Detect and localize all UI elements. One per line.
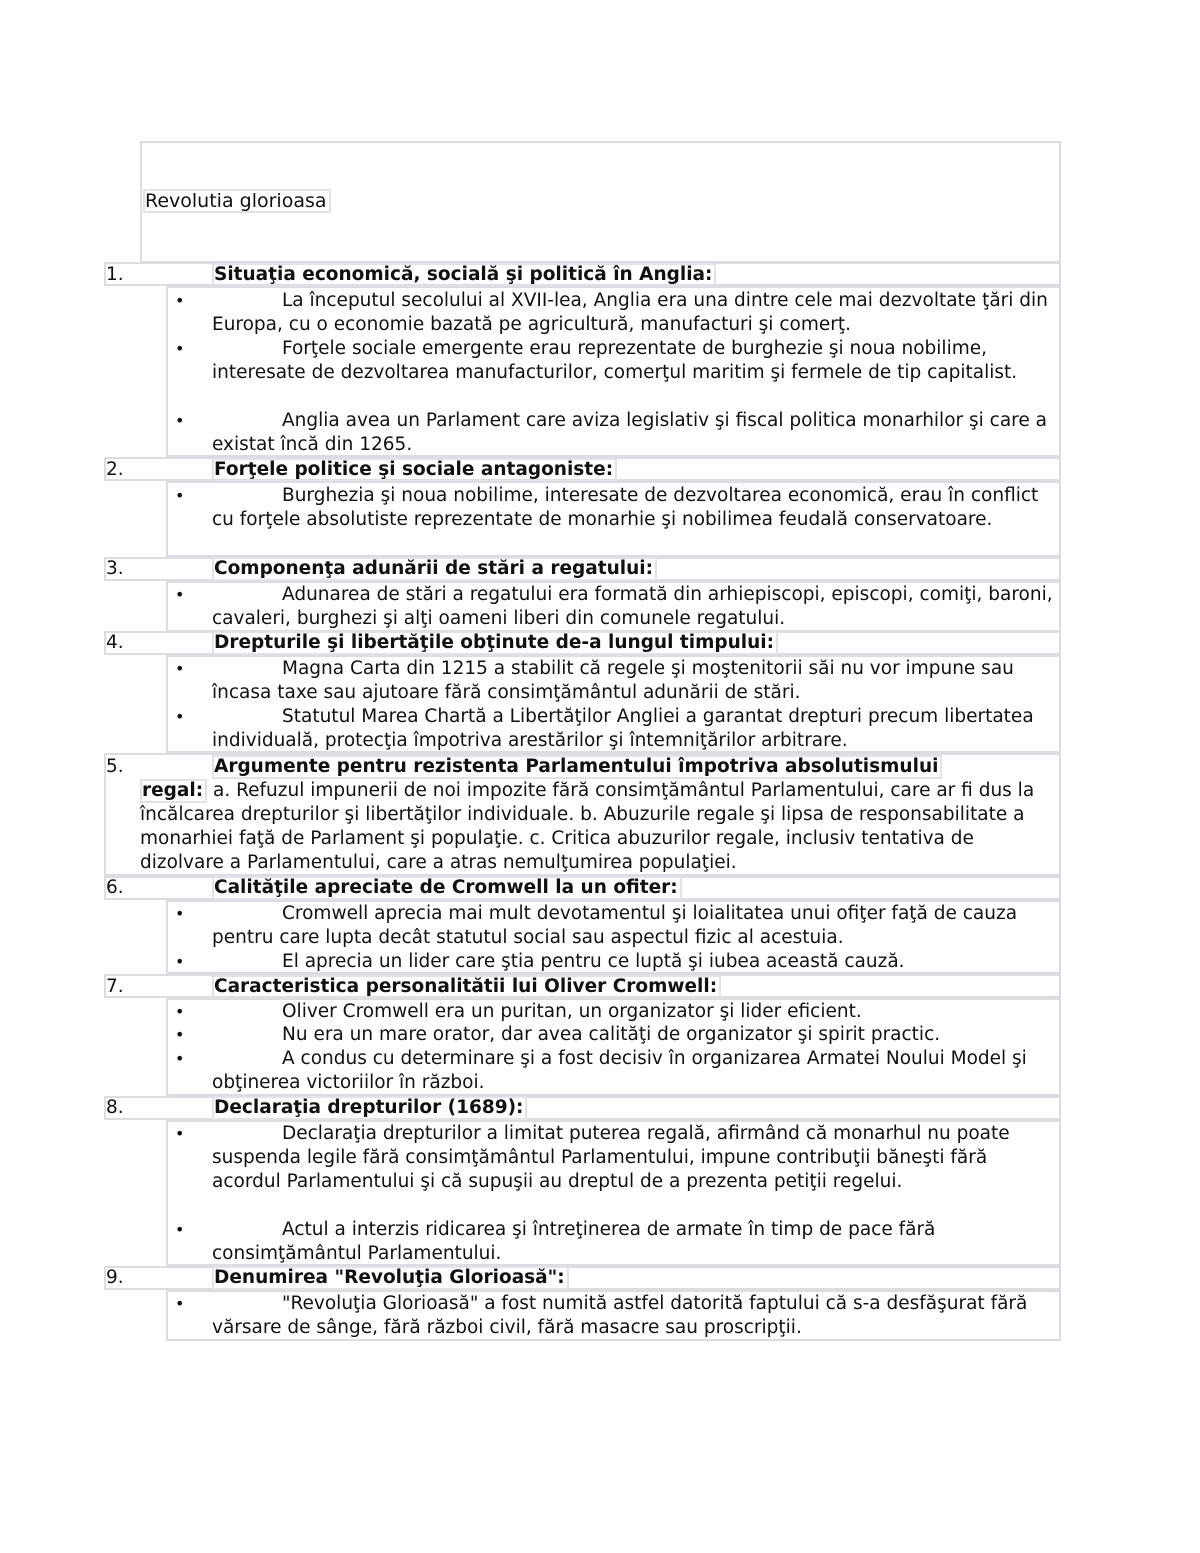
section-7-bullet-1: Oliver Cromwell era un puritan, un organizator şi lider eficient. xyxy=(282,1001,862,1022)
section-6-heading-text: Calităţile apreciate de Cromwell la un ofiter: xyxy=(212,876,682,900)
bullet-icon: • xyxy=(175,1294,185,1313)
section-5-paragraph xyxy=(140,779,1061,875)
bullet-icon: • xyxy=(175,1220,185,1239)
bullet-icon: • xyxy=(175,1124,185,1143)
section-8-number: 8. xyxy=(106,1097,124,1118)
section-3-heading xyxy=(212,557,657,581)
bullet-icon: • xyxy=(175,1002,185,1021)
section-2-number: 2. xyxy=(106,459,124,480)
document-title xyxy=(143,189,331,213)
section-1-heading xyxy=(212,263,716,287)
section-3-bullet-1: Adunarea de stări a regatului era formată din arhiepiscopi, episcopi, comiţi, baroni, cavaleri, burghezi şi alţi oameni liberi din comunele regatului. xyxy=(212,584,1053,629)
bullet-icon: • xyxy=(175,585,185,604)
section-9-number: 9. xyxy=(106,1267,124,1288)
section-5-number: 5. xyxy=(106,756,124,777)
bullet-icon: • xyxy=(175,411,185,430)
bullet-icon: • xyxy=(175,339,185,358)
section-1-bullet-3: Anglia avea un Parlament care aviza legislativ şi fiscal politica monarhilor şi care a existat încă din 1265. xyxy=(212,410,1047,455)
section-6-heading xyxy=(212,876,682,900)
section-4-bullet-2: Statutul Marea Chartă a Libertăţilor Angliei a garantat drepturi precum libertatea individuală, protecţia împotriva arestărilor şi întemniţărilor arbitrare. xyxy=(212,706,1034,751)
section-9-bullet-1: "Revoluţia Glorioasă" a fost numită astfel datorită faptului că s-a desfăşurat fără vărsare de sânge, fără război civil, fără masacre sau proscripţii. xyxy=(212,1293,1028,1338)
section-5-heading-tail: regal: xyxy=(140,779,207,803)
section-3-number: 3. xyxy=(106,558,124,579)
bullet-icon: • xyxy=(175,659,185,678)
section-7-heading xyxy=(212,975,721,999)
section-8-heading xyxy=(212,1096,527,1120)
bullet-icon: • xyxy=(175,707,185,726)
section-4-number: 4. xyxy=(106,632,124,653)
section-5-text: a. Refuzul impunerii de noi impozite fără consimţământul Parlamentului, care ar fi dus la încălcarea drepturilor şi libertăţilor individuale. b. Abuzurile regale şi lipsa de responsabilitate a monarhiei faţă de Parlament şi populaţie. c. Critica abuzurilor regale, inclusiv tentativa de dizolvare a Parlamentului, care a atras nemulţumirea populaţiei. xyxy=(140,780,1035,873)
section-6-bullet-1: Cromwell aprecia mai mult devotamentul şi loialitatea unui ofiţer faţă de cauza pentru care lupta decât statutul social sau aspectul fizic al acestuia. xyxy=(212,903,1018,948)
section-4-heading xyxy=(212,631,778,655)
section-5-heading xyxy=(212,755,942,779)
section-2-heading xyxy=(212,458,617,482)
section-1-number: 1. xyxy=(106,264,124,285)
section-1-heading-text: Situaţia economică, socială şi politică în Anglia: xyxy=(212,263,716,287)
bullet-icon: • xyxy=(175,1025,185,1044)
section-3-heading-text: Componenţa adunării de stări a regatului: xyxy=(212,557,657,581)
section-8-bullet-1: Declaraţia drepturilor a limitat puterea regală, afirmând că monarhul nu poate suspenda legile fără consimţământul Parlamentului, impune contribuţii băneşti fără acordul Parlamentului şi că supuşii au dreptul de a prezenta petiţii regelui. xyxy=(212,1123,1010,1192)
section-1-bullet-2: Forţele sociale emergente erau reprezentate de burghezie şi noua nobilime, interesate de dezvoltarea manufacturilor, comerţul maritim şi fermele de tip capitalist. xyxy=(212,338,1018,383)
section-1-bullet-1: La începutul secolului al XVII-lea, Anglia era una dintre cele mai dezvoltate ţări din Europa, cu o economie bazată pe agricultură, manufacturi şi comerţ. xyxy=(212,290,1048,335)
bullet-icon: • xyxy=(175,952,185,971)
section-8-heading-text: Declaraţia drepturilor (1689): xyxy=(212,1096,527,1120)
section-6-number: 6. xyxy=(106,877,124,898)
section-4-bullet-1: Magna Carta din 1215 a stabilit că regele şi moştenitorii săi nu vor impune sau încasa taxe sau ajutoare fără consimţământul adunării de stări. xyxy=(212,658,1014,703)
section-7-bullet-3: A condus cu determinare şi a fost decisiv în organizarea Armatei Noului Model şi obţinerea victoriilor în război. xyxy=(212,1048,1027,1093)
section-6-bullet-2: El aprecia un lider care ştia pentru ce luptă şi iubea această cauză. xyxy=(282,951,905,972)
section-8-bullet-2: Actul a interzis ridicarea şi întreţinerea de armate în timp de pace fără consimţământul Parlamentului. xyxy=(212,1219,936,1264)
bullet-icon: • xyxy=(175,291,185,310)
section-9-heading-text: Denumirea "Revoluţia Glorioasă": xyxy=(212,1266,569,1290)
section-7-number: 7. xyxy=(106,976,124,997)
bullet-icon: • xyxy=(175,486,185,505)
section-7-bullet-2: Nu era un mare orator, dar avea calităţi de organizator şi spirit practic. xyxy=(282,1024,941,1045)
section-5-heading-text: Argumente pentru rezistenta Parlamentului împotriva absolutismului xyxy=(212,755,942,779)
section-7-heading-text: Caracteristica personalitătii lui Oliver Cromwell: xyxy=(212,975,721,999)
section-9-heading xyxy=(212,1266,569,1290)
section-2-heading-text: Forţele politice şi sociale antagoniste: xyxy=(212,458,617,482)
document-title-text: Revolutia glorioasa xyxy=(143,189,331,213)
bullet-icon: • xyxy=(175,904,185,923)
bullet-icon: • xyxy=(175,1049,185,1068)
section-4-heading-text: Drepturile şi libertăţile obţinute de-a lungul timpului: xyxy=(212,631,778,655)
section-2-bullet-1: Burghezia şi noua nobilime, interesate de dezvoltarea economică, erau în conflict cu forţele absolutiste reprezentate de monarhie şi nobilimea feudală conservatoare. xyxy=(212,485,1039,530)
